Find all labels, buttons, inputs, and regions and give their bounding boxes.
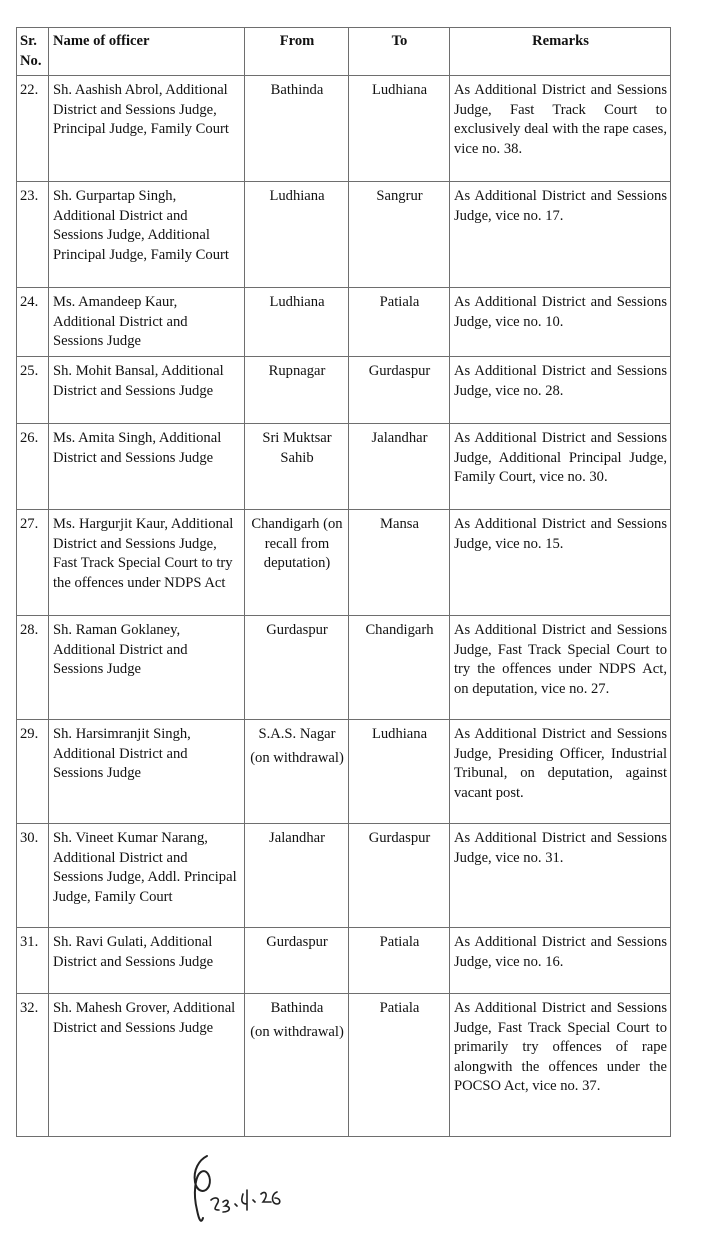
row-remarks: As Additional District and Sessions Judge, Additional Principal Judge, Family Court, vice no. 30.	[450, 423, 671, 509]
table-row	[17, 356, 671, 423]
handwritten-signature	[185, 1148, 295, 1228]
row-from: Gurdaspur	[245, 927, 349, 993]
row-remarks: As Additional District and Sessions Judge, Presiding Officer, Industrial Tribunal, on deputation, against vacant post.	[450, 719, 671, 823]
table-row	[17, 423, 671, 509]
row-remarks: As Additional District and Sessions Judge, vice no. 28.	[450, 356, 671, 423]
table-row	[17, 719, 671, 823]
row-remarks: As Additional District and Sessions Judge, Fast Track Special Court to try the offences under NDPS Act, on deputation, vice no. 27.	[450, 615, 671, 719]
table-row	[17, 927, 671, 993]
row-to: Ludhiana	[349, 719, 450, 823]
table-row	[17, 182, 671, 288]
row-from: Bathinda (on withdrawal)	[245, 993, 349, 1136]
row-sr-no: 27.	[17, 509, 49, 615]
row-remarks: As Additional District and Sessions Judge, Fast Track Special Court to primarily try offences of rape alongwith the offences under the POCSO Act, vice no. 37.	[450, 993, 671, 1136]
row-from-note	[249, 207, 345, 211]
row-sr-no: 30.	[17, 823, 49, 927]
table-row	[17, 615, 671, 719]
row-to: Chandigarh	[349, 615, 450, 719]
row-from-note	[249, 101, 345, 105]
row-sr-no: 28.	[17, 615, 49, 719]
row-to: Patiala	[349, 927, 450, 993]
row-officer-name: Sh. Vineet Kumar Narang, Additional District and Sessions Judge, Addl. Principal Judge, Family Court	[49, 823, 245, 927]
row-remarks: As Additional District and Sessions Judge, vice no. 16.	[450, 927, 671, 993]
row-from: Sri Muktsar Sahib	[245, 423, 349, 509]
table-row	[17, 509, 671, 615]
transfer-table	[16, 27, 671, 1137]
row-to: Gurdaspur	[349, 823, 450, 927]
row-from-note	[249, 953, 345, 957]
row-remarks: As Additional District and Sessions Judge, vice no. 31.	[450, 823, 671, 927]
row-from: Jalandhar	[245, 823, 349, 927]
header-from: From	[245, 28, 349, 76]
row-officer-name: Sh. Mahesh Grover, Additional District and Sessions Judge	[49, 993, 245, 1136]
header-to: To	[349, 28, 450, 76]
table-header-row	[17, 28, 671, 76]
row-remarks: As Additional District and Sessions Judge, vice no. 17.	[450, 182, 671, 288]
row-from: Rupnagar	[245, 356, 349, 423]
row-from: S.A.S. Nagar (on withdrawal)	[245, 719, 349, 823]
row-to: Gurdaspur	[349, 356, 450, 423]
row-officer-name: Ms. Hargurjit Kaur, Additional District and Sessions Judge, Fast Track Special Court to try the offences under NDPS Act	[49, 509, 245, 615]
row-sr-no: 26.	[17, 423, 49, 509]
row-from: Ludhiana	[245, 182, 349, 288]
row-sr-no: 22.	[17, 76, 49, 182]
row-sr-no: 31.	[17, 927, 49, 993]
row-from-note	[249, 849, 345, 853]
row-sr-no: 32.	[17, 993, 49, 1136]
table-row	[17, 76, 671, 182]
row-to: Mansa	[349, 509, 450, 615]
table-row	[17, 823, 671, 927]
row-from-note	[249, 382, 345, 386]
header-name-of-officer: Name of officer	[49, 28, 245, 76]
row-from-note	[249, 574, 345, 578]
row-officer-name: Sh. Mohit Bansal, Additional District and Sessions Judge	[49, 356, 245, 423]
row-officer-name: Ms. Amandeep Kaur, Additional District and Sessions Judge	[49, 288, 245, 357]
row-officer-name: Sh. Aashish Abrol, Additional District and Sessions Judge, Principal Judge, Family Court	[49, 76, 245, 182]
row-from: Gurdaspur	[245, 615, 349, 719]
table-row	[17, 993, 671, 1136]
row-from-note: (on withdrawal)	[250, 749, 344, 766]
row-officer-name: Sh. Harsimranjit Singh, Additional District and Sessions Judge	[49, 719, 245, 823]
row-sr-no: 29.	[17, 719, 49, 823]
row-from-note	[249, 313, 345, 317]
row-sr-no: 23.	[17, 182, 49, 288]
row-remarks: As Additional District and Sessions Judge, vice no. 10.	[450, 288, 671, 357]
row-officer-name: Sh. Gurpartap Singh, Additional District and Sessions Judge, Additional Principal Judge, Family Court	[49, 182, 245, 288]
row-from: Ludhiana	[245, 288, 349, 357]
row-to: Ludhiana	[349, 76, 450, 182]
row-officer-name: Ms. Amita Singh, Additional District and Sessions Judge	[49, 423, 245, 509]
header-sr-no: Sr. No.	[17, 28, 49, 76]
row-from-note: (on withdrawal)	[250, 1023, 344, 1040]
row-to: Sangrur	[349, 182, 450, 288]
row-remarks: As Additional District and Sessions Judge, vice no. 15.	[450, 509, 671, 615]
header-remarks: Remarks	[450, 28, 671, 76]
row-from-note	[249, 641, 345, 645]
row-officer-name: Sh. Ravi Gulati, Additional District and Sessions Judge	[49, 927, 245, 993]
row-to: Jalandhar	[349, 423, 450, 509]
table-row	[17, 288, 671, 357]
row-to: Patiala	[349, 993, 450, 1136]
row-officer-name: Sh. Raman Goklaney, Additional District and Sessions Judge	[49, 615, 245, 719]
row-from: Chandigarh (on recall from deputation)	[245, 509, 349, 615]
row-remarks: As Additional District and Sessions Judge, Fast Track Court to exclusively deal with the rape cases, vice no. 38.	[450, 76, 671, 182]
row-to: Patiala	[349, 288, 450, 357]
row-from: Bathinda	[245, 76, 349, 182]
row-from-note	[249, 468, 345, 472]
row-sr-no: 24.	[17, 288, 49, 357]
row-sr-no: 25.	[17, 356, 49, 423]
